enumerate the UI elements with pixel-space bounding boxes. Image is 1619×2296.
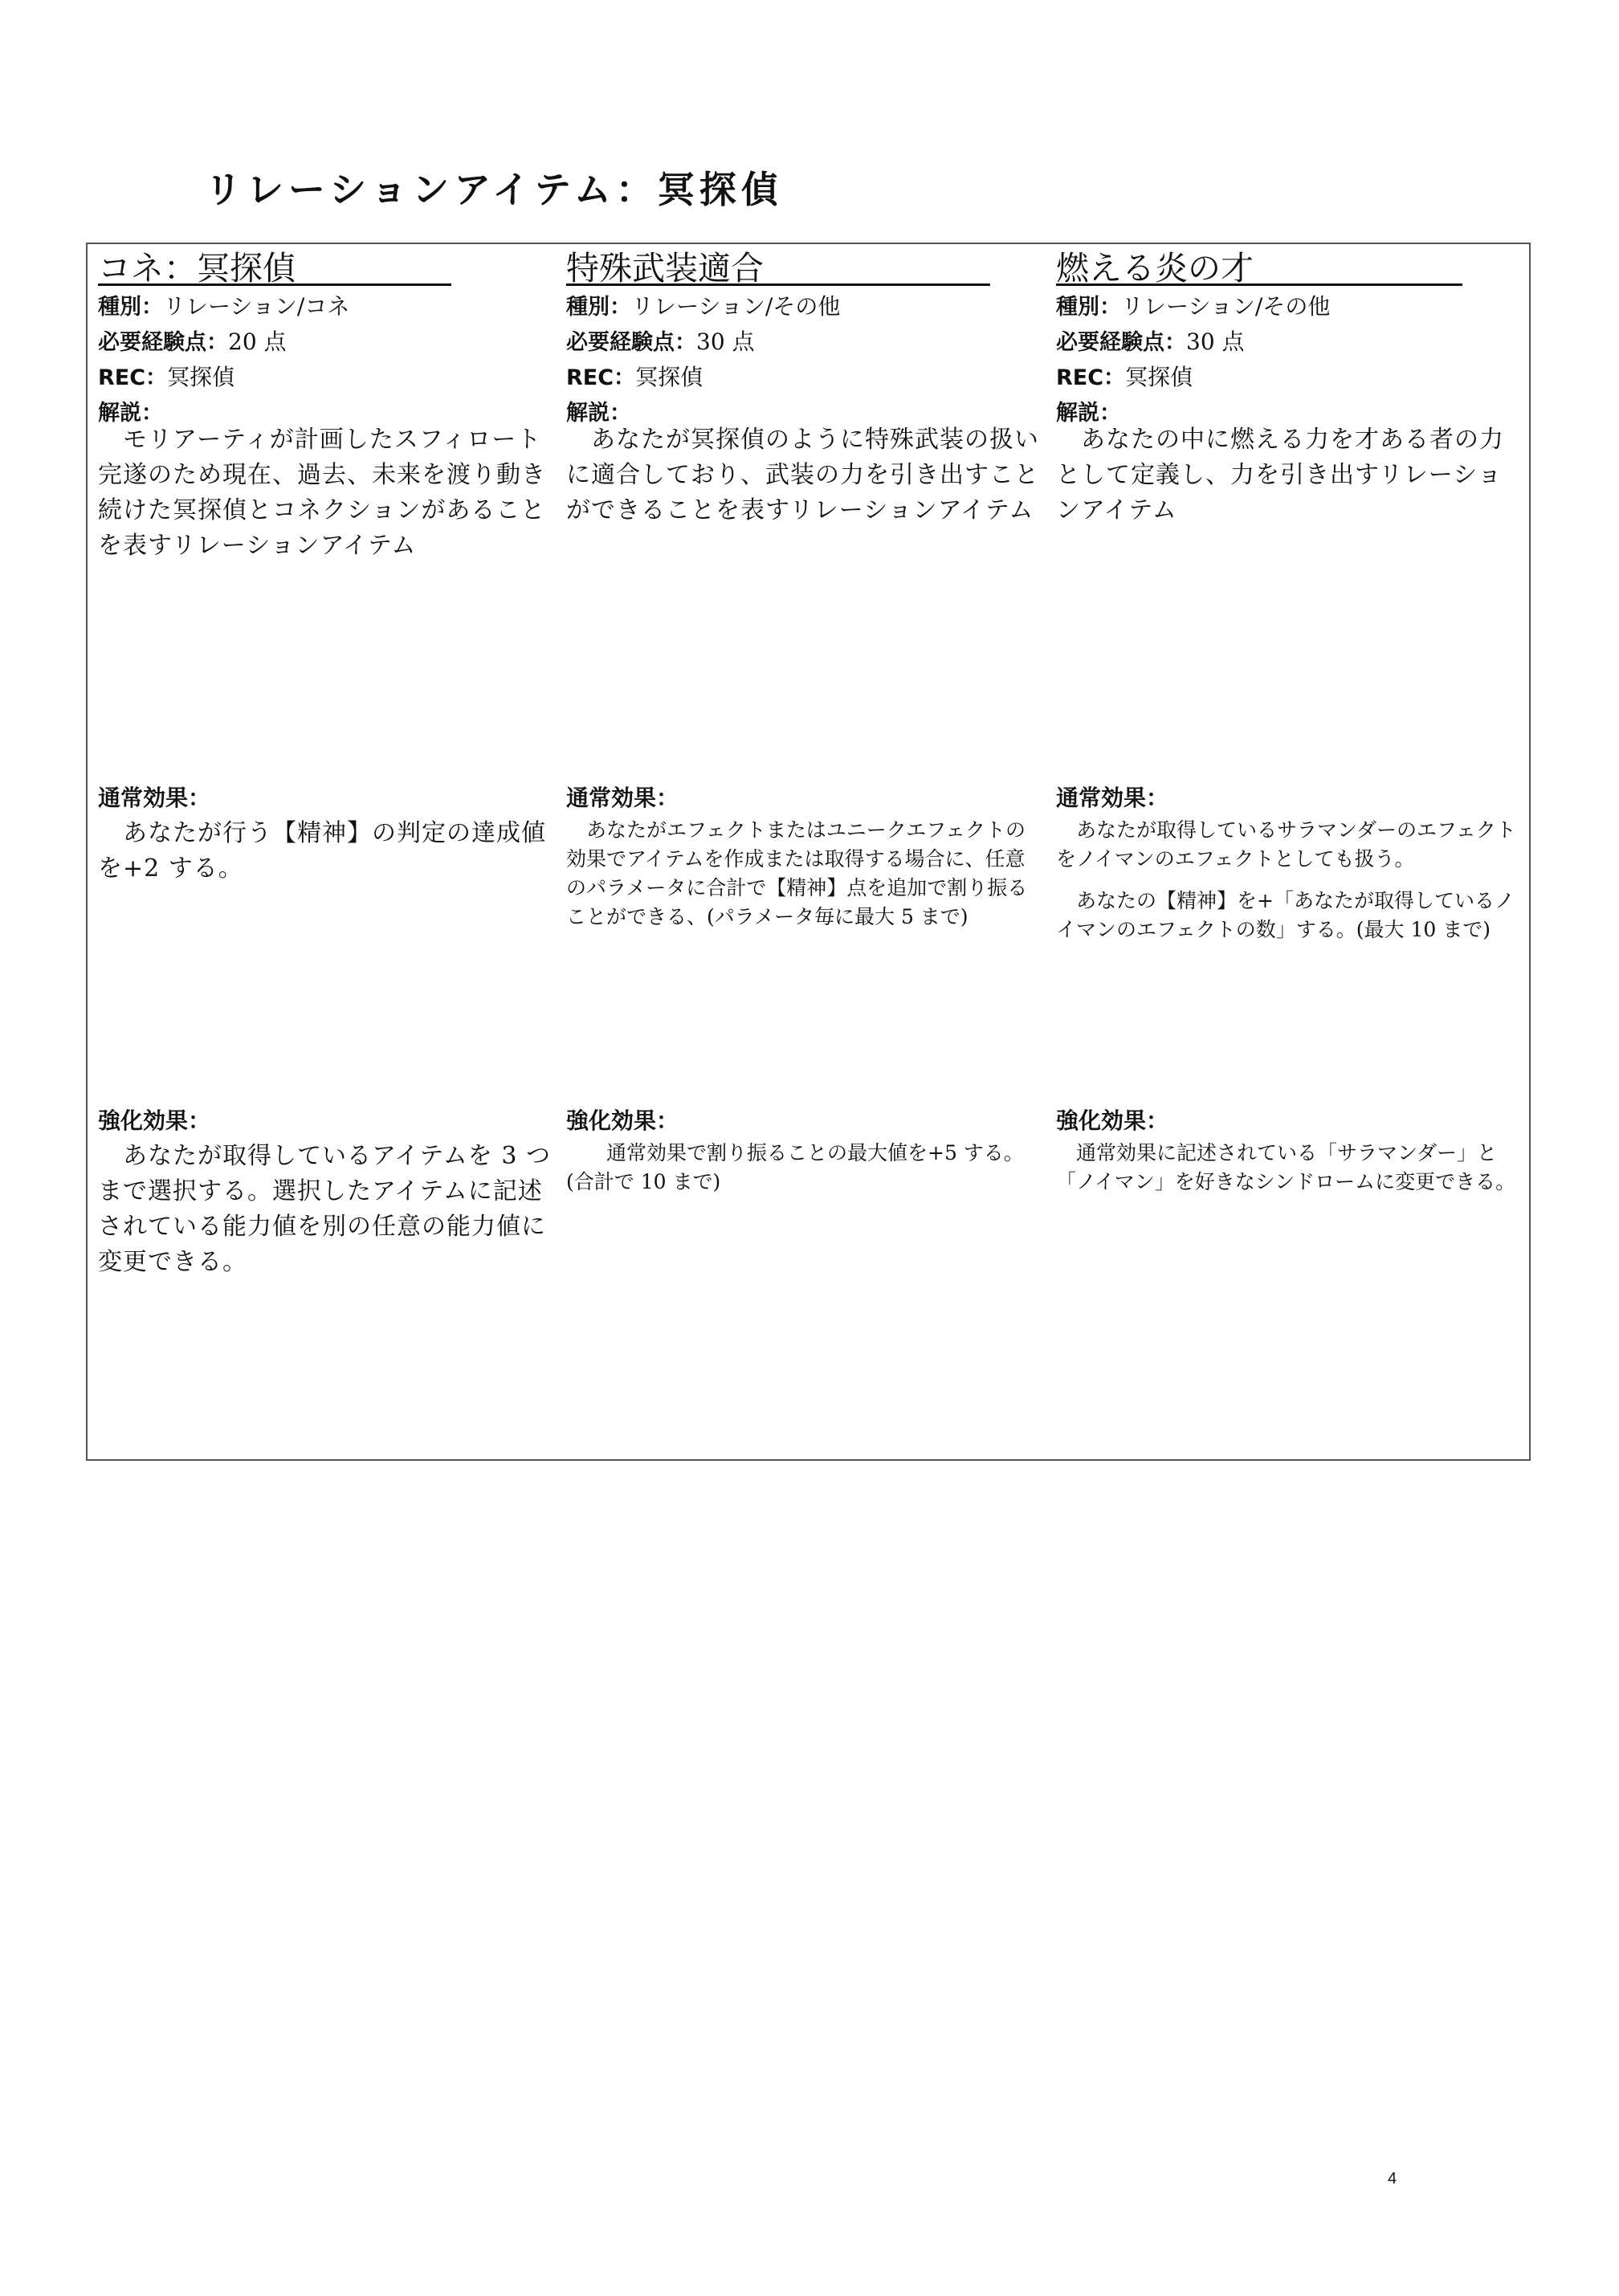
enhanced-effect-paragraph: 通常効果で割り振ることの最大値を+5 する。(合計で 10 まで)	[566, 1141, 1024, 1193]
rec-label: REC：	[98, 365, 168, 390]
exp-value: 20 点	[228, 328, 287, 355]
enhanced-effect-paragraph: 通常効果に記述されている「サラマンダー」と「ノイマン」を好きなシンドロームに変更できる。	[1056, 1141, 1516, 1193]
item-column-2	[566, 244, 1043, 1459]
item-name: 燃える炎の才	[1056, 244, 1462, 286]
normal-effect-label: 通常効果：	[566, 785, 679, 811]
item-description: あなたが冥探偵のように特殊武装の扱いに適合しており、武装の力を引き出すことができることを表すリレーションアイテム	[566, 426, 1039, 524]
page-number: 4	[1388, 2170, 1397, 2188]
item-column-1	[98, 244, 553, 1459]
kind-label: 種別：	[98, 295, 163, 320]
kind-line	[98, 289, 553, 324]
item-meta	[98, 289, 553, 430]
rec-line	[566, 360, 1043, 395]
rec-value: 冥探偵	[635, 364, 703, 390]
item-name: 特殊武装適合	[566, 244, 990, 286]
exp-line	[566, 324, 1043, 360]
rec-label: REC：	[1056, 365, 1126, 390]
kind-line	[566, 289, 1043, 324]
exp-label: 必要経験点：	[98, 330, 228, 355]
kind-label: 種別：	[1056, 295, 1121, 320]
normal-effect-paragraph: あなたが取得しているサラマンダーのエフェクトをノイマンのエフェクトとしても扱う。	[1056, 818, 1516, 871]
normal-effect-text	[1056, 816, 1525, 944]
rec-line	[98, 360, 553, 395]
exp-value: 30 点	[1186, 328, 1245, 355]
relation-items-box	[86, 243, 1531, 1461]
exp-line	[98, 324, 553, 360]
normal-effect-text	[566, 816, 1043, 932]
rec-line	[1056, 360, 1525, 395]
kind-value: リレーション/その他	[631, 293, 841, 320]
item-meta	[1056, 289, 1525, 430]
desc-label: 解説：	[1056, 401, 1121, 426]
enhanced-effect-text	[1056, 1139, 1525, 1197]
enhanced-effect-text	[566, 1139, 1043, 1197]
exp-line	[1056, 324, 1525, 360]
item-name: コネ：冥探偵	[98, 244, 451, 286]
normal-effect-paragraph: あなたの【精神】を+「あなたが取得しているノイマンのエフェクトの数」する。(最大 10 まで)	[1056, 889, 1515, 941]
normal-effect-text	[98, 816, 553, 887]
item-description: モリアーティが計画したスフィロート完遂のため現在、過去、未来を渡り動き続けた冥探偵とコネクションがあることを表すリレーションアイテム	[98, 426, 546, 560]
enhanced-effect-label: 強化効果：	[1056, 1107, 1169, 1134]
normal-effect-paragraph: あなたがエフェクトまたはユニークエフェクトの効果でアイテムを作成または取得する場合に、任意のパラメータに合計で【精神】点を追加で割り振ることができる、(パラメータ毎に最大 5 まで)	[566, 818, 1028, 928]
normal-effect-label: 通常効果：	[98, 785, 211, 811]
rec-label: REC：	[566, 365, 636, 390]
paragraph-gap	[1056, 874, 1525, 887]
kind-value: リレーション/コネ	[163, 293, 350, 320]
rec-value: 冥探偵	[1125, 364, 1193, 390]
item-meta	[566, 289, 1043, 430]
normal-effect-paragraph: あなたが行う【精神】の判定の達成値を+2 する。	[98, 819, 546, 883]
enhanced-effect-text	[98, 1139, 553, 1280]
item-description: あなたの中に燃える力を才ある者の力として定義し、力を引き出すリレーションアイテム	[1056, 426, 1504, 524]
normal-effect-label: 通常効果：	[1056, 785, 1169, 811]
kind-line	[1056, 289, 1525, 324]
item-column-3	[1056, 244, 1525, 1459]
enhanced-effect-paragraph: あなたが取得しているアイテムを 3 つまで選択する。選択したアイテムに記述されている能力値を別の任意の能力値に変更できる。	[98, 1142, 551, 1276]
kind-label: 種別：	[566, 295, 631, 320]
rec-value: 冥探偵	[167, 364, 235, 390]
exp-label: 必要経験点：	[566, 330, 696, 355]
page-title: リレーションアイテム：冥探偵	[205, 168, 783, 211]
kind-value: リレーション/その他	[1121, 293, 1331, 320]
exp-label: 必要経験点：	[1056, 330, 1186, 355]
desc-label: 解説：	[98, 401, 163, 426]
desc-label: 解説：	[566, 401, 631, 426]
enhanced-effect-label: 強化効果：	[566, 1107, 679, 1134]
exp-value: 30 点	[696, 328, 755, 355]
enhanced-effect-label: 強化効果：	[98, 1107, 211, 1134]
